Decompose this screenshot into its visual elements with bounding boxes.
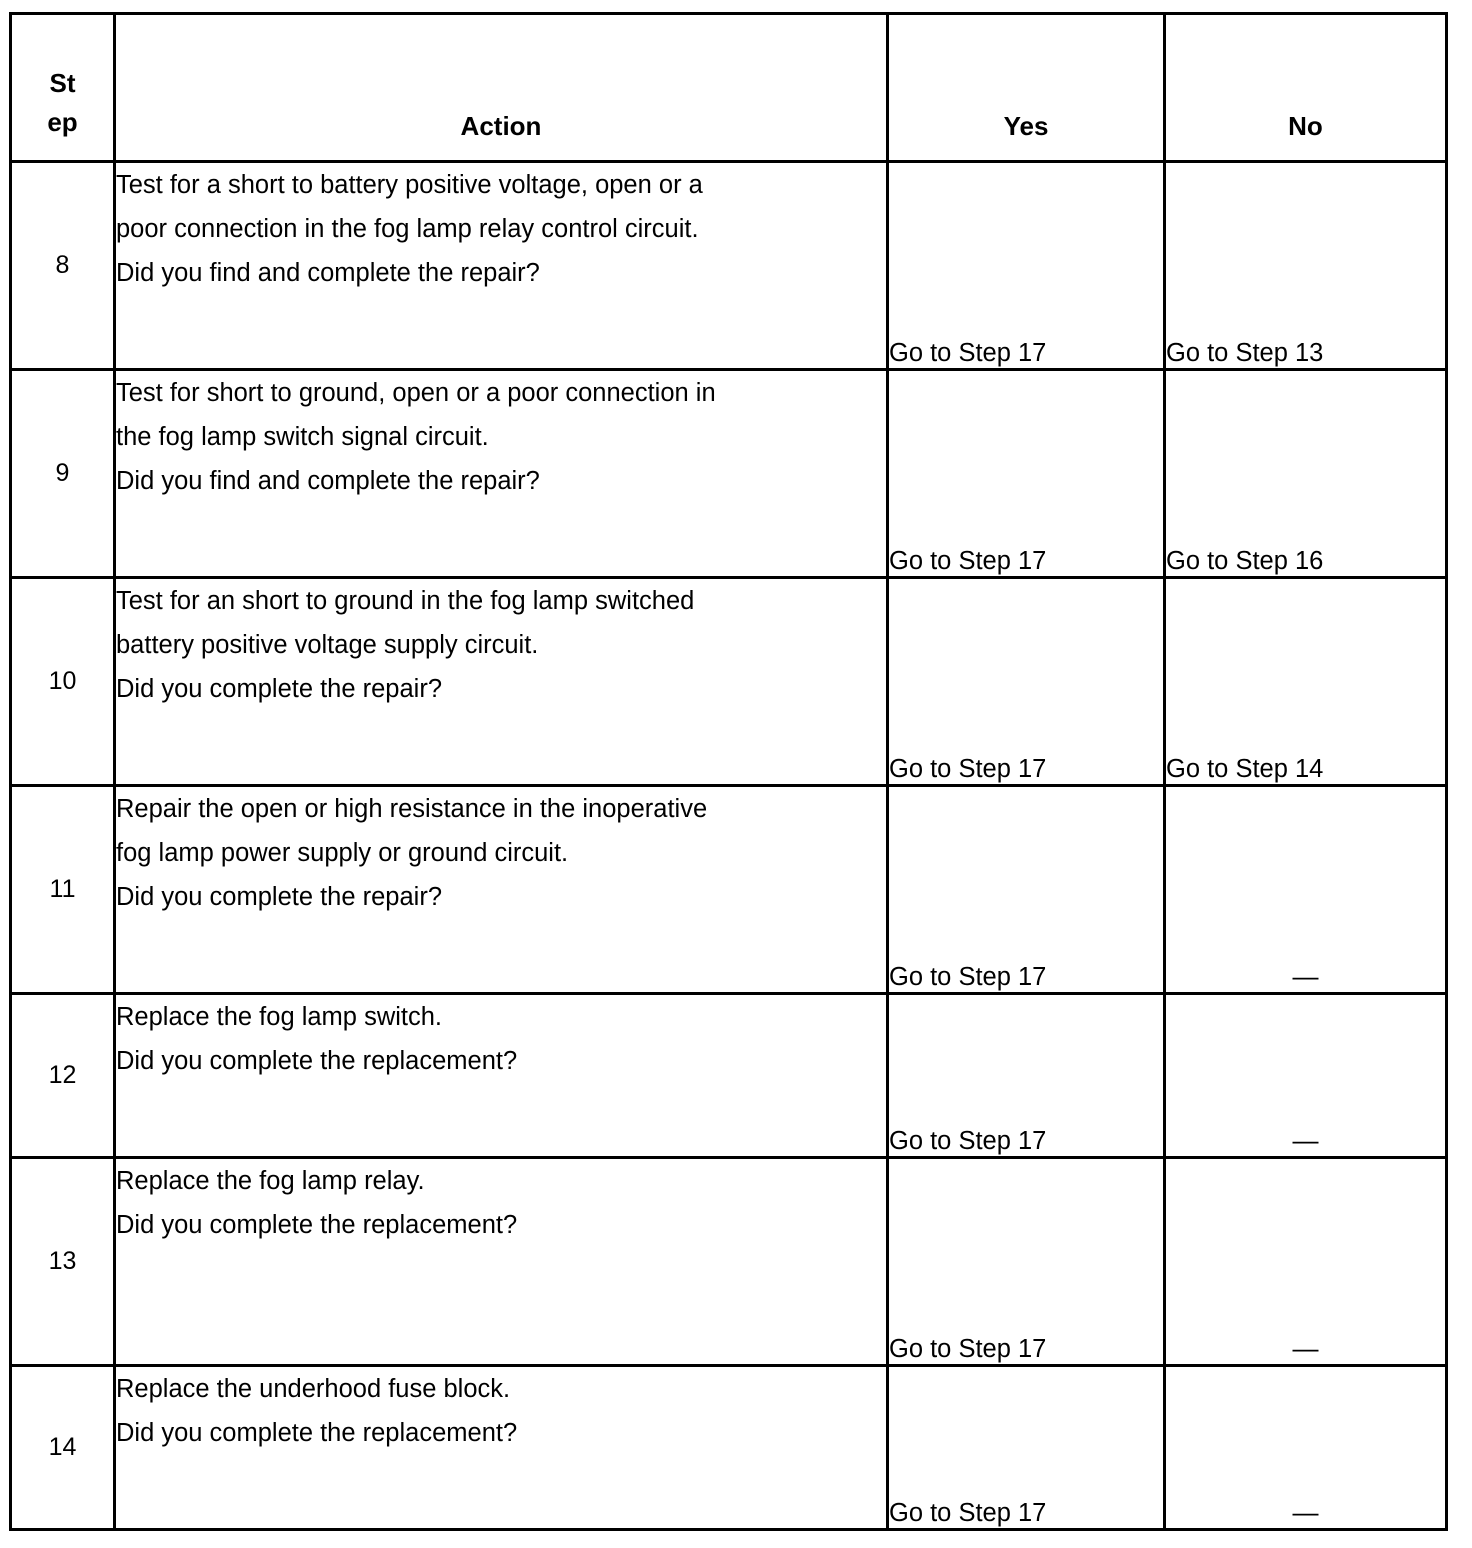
action-line: Did you find and complete the repair? (116, 259, 540, 287)
yes-cell: Go to Step 17 (888, 994, 1165, 1158)
yes-cell: Go to Step 17 (888, 1366, 1165, 1530)
no-cell: Go to Step 16 (1165, 370, 1447, 578)
action-cell (115, 578, 888, 786)
action-line: Did you complete the replacement? (116, 1419, 518, 1447)
no-cell: — (1165, 994, 1447, 1158)
yes-cell: Go to Step 17 (888, 162, 1165, 370)
header-yes: Yes (888, 14, 1165, 162)
action-line: Test for an short to ground in the fog lamp switched (116, 587, 695, 615)
action-line: Repair the open or high resistance in the inoperative (116, 795, 708, 823)
header-step-line2: ep (47, 107, 78, 137)
no-cell: Go to Step 14 (1165, 578, 1447, 786)
action-cell (115, 994, 888, 1158)
table-row (11, 578, 1447, 786)
action-line: Did you find and complete the repair? (116, 467, 540, 495)
no-cell: Go to Step 13 (1165, 162, 1447, 370)
action-line: Test for a short to battery positive voltage, open or a (116, 171, 703, 199)
header-step (11, 14, 115, 162)
step-number: 9 (11, 370, 115, 578)
table-header-row (11, 14, 1447, 162)
action-line: Test for short to ground, open or a poor connection in (116, 379, 716, 407)
action-cell (115, 786, 888, 994)
no-cell: — (1165, 1158, 1447, 1366)
yes-cell: Go to Step 17 (888, 786, 1165, 994)
action-cell (115, 370, 888, 578)
step-number: 13 (11, 1158, 115, 1366)
no-cell: — (1165, 786, 1447, 994)
table-row (11, 994, 1447, 1158)
step-number: 11 (11, 786, 115, 994)
action-line: Did you complete the repair? (116, 675, 443, 703)
action-cell (115, 1158, 888, 1366)
table-row (11, 162, 1447, 370)
header-no: No (1165, 14, 1447, 162)
action-line: poor connection in the fog lamp relay control circuit. (116, 215, 699, 243)
action-line: Replace the fog lamp relay. (116, 1167, 425, 1195)
action-line: Did you complete the replacement? (116, 1047, 518, 1075)
table-row (11, 1158, 1447, 1366)
diagnostic-table (9, 12, 1448, 1531)
action-cell (115, 1366, 888, 1530)
action-line: the fog lamp switch signal circuit. (116, 423, 489, 451)
header-action: Action (115, 14, 888, 162)
step-number: 10 (11, 578, 115, 786)
action-cell (115, 162, 888, 370)
table-row (11, 1366, 1447, 1530)
yes-cell: Go to Step 17 (888, 578, 1165, 786)
action-line: Replace the fog lamp switch. (116, 1003, 442, 1031)
no-cell: — (1165, 1366, 1447, 1530)
action-line: Replace the underhood fuse block. (116, 1375, 511, 1403)
table-row (11, 370, 1447, 578)
action-line: fog lamp power supply or ground circuit. (116, 839, 569, 867)
step-number: 14 (11, 1366, 115, 1530)
action-line: battery positive voltage supply circuit. (116, 631, 539, 659)
step-number: 8 (11, 162, 115, 370)
yes-cell: Go to Step 17 (888, 1158, 1165, 1366)
yes-cell: Go to Step 17 (888, 370, 1165, 578)
action-line: Did you complete the repair? (116, 883, 443, 911)
action-line: Did you complete the replacement? (116, 1211, 518, 1239)
header-step-line1: St (49, 68, 76, 98)
step-number: 12 (11, 994, 115, 1158)
table-row (11, 786, 1447, 994)
